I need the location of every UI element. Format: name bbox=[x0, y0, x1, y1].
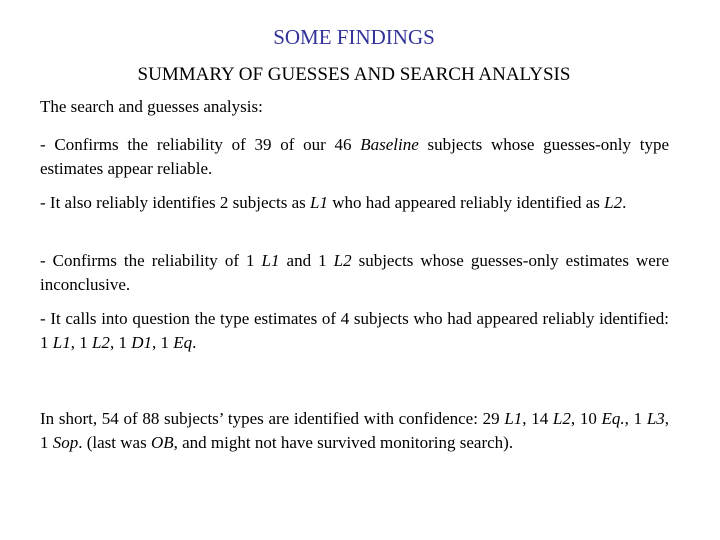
finding-item-3 bbox=[40, 249, 669, 297]
finding-4-text: , 1 bbox=[151, 333, 174, 352]
finding-4-term: Eq bbox=[173, 333, 193, 352]
summary-text: , 14 bbox=[522, 409, 553, 428]
summary-paragraph bbox=[40, 407, 669, 455]
summary-text: . (last was bbox=[78, 433, 151, 452]
summary-term: L3 bbox=[646, 409, 665, 428]
finding-4-text: , 1 bbox=[109, 333, 132, 352]
summary-term: Eq. bbox=[601, 409, 625, 428]
finding-4-text: . bbox=[192, 333, 197, 352]
summary-term: OB bbox=[150, 433, 174, 452]
finding-3-term: L2 bbox=[333, 251, 352, 270]
finding-3-text: and 1 bbox=[279, 251, 334, 270]
summary-text: , 1 bbox=[40, 409, 670, 452]
finding-3-term: L1 bbox=[261, 251, 280, 270]
finding-4-term: L1 bbox=[52, 333, 71, 352]
finding-3-text: - Confirms the reliability of 1 bbox=[40, 251, 262, 270]
summary-term: L2 bbox=[552, 409, 571, 428]
finding-1-term: Baseline bbox=[360, 135, 419, 154]
finding-2-text: . bbox=[622, 193, 627, 212]
summary-text: In short, 54 of 88 subjects’ types are identified with confidence: 29 bbox=[40, 409, 505, 428]
finding-2-term: L1 bbox=[310, 193, 329, 212]
finding-item-2 bbox=[40, 191, 669, 215]
summary-text: , 10 bbox=[570, 409, 602, 428]
finding-4-text: - It calls into question the type estimates of 4 subjects who had appeared reliably identified: 1 bbox=[40, 309, 669, 352]
summary-term: L1 bbox=[504, 409, 523, 428]
summary-text: , and might not have survived monitoring search). bbox=[173, 433, 514, 452]
finding-2-term: L2 bbox=[604, 193, 623, 212]
intro-text: The search and guesses analysis: bbox=[40, 97, 263, 116]
finding-3-text: subjects whose guesses-only estimates were inconclusive. bbox=[40, 251, 669, 294]
summary-term: Sop bbox=[52, 433, 79, 452]
finding-4-term: L2 bbox=[91, 333, 110, 352]
finding-1-text: - Confirms the reliability of 39 of our 46 bbox=[40, 135, 361, 154]
slide-subtitle: SUMMARY OF GUESSES AND SEARCH ANALYSIS bbox=[137, 64, 571, 85]
finding-item-1 bbox=[40, 133, 669, 181]
summary-text: , 1 bbox=[624, 409, 647, 428]
finding-1-text: subjects whose guesses-only type estimates appear reliable. bbox=[40, 135, 669, 178]
finding-4-text: , 1 bbox=[70, 333, 92, 352]
finding-item-4 bbox=[40, 307, 669, 355]
finding-2-text: who had appeared reliably identified as bbox=[328, 193, 605, 212]
finding-2-text: - It also reliably identifies 2 subjects as bbox=[40, 193, 311, 212]
slide-title: SOME FINDINGS bbox=[273, 25, 435, 49]
finding-4-term: D1 bbox=[131, 333, 152, 352]
